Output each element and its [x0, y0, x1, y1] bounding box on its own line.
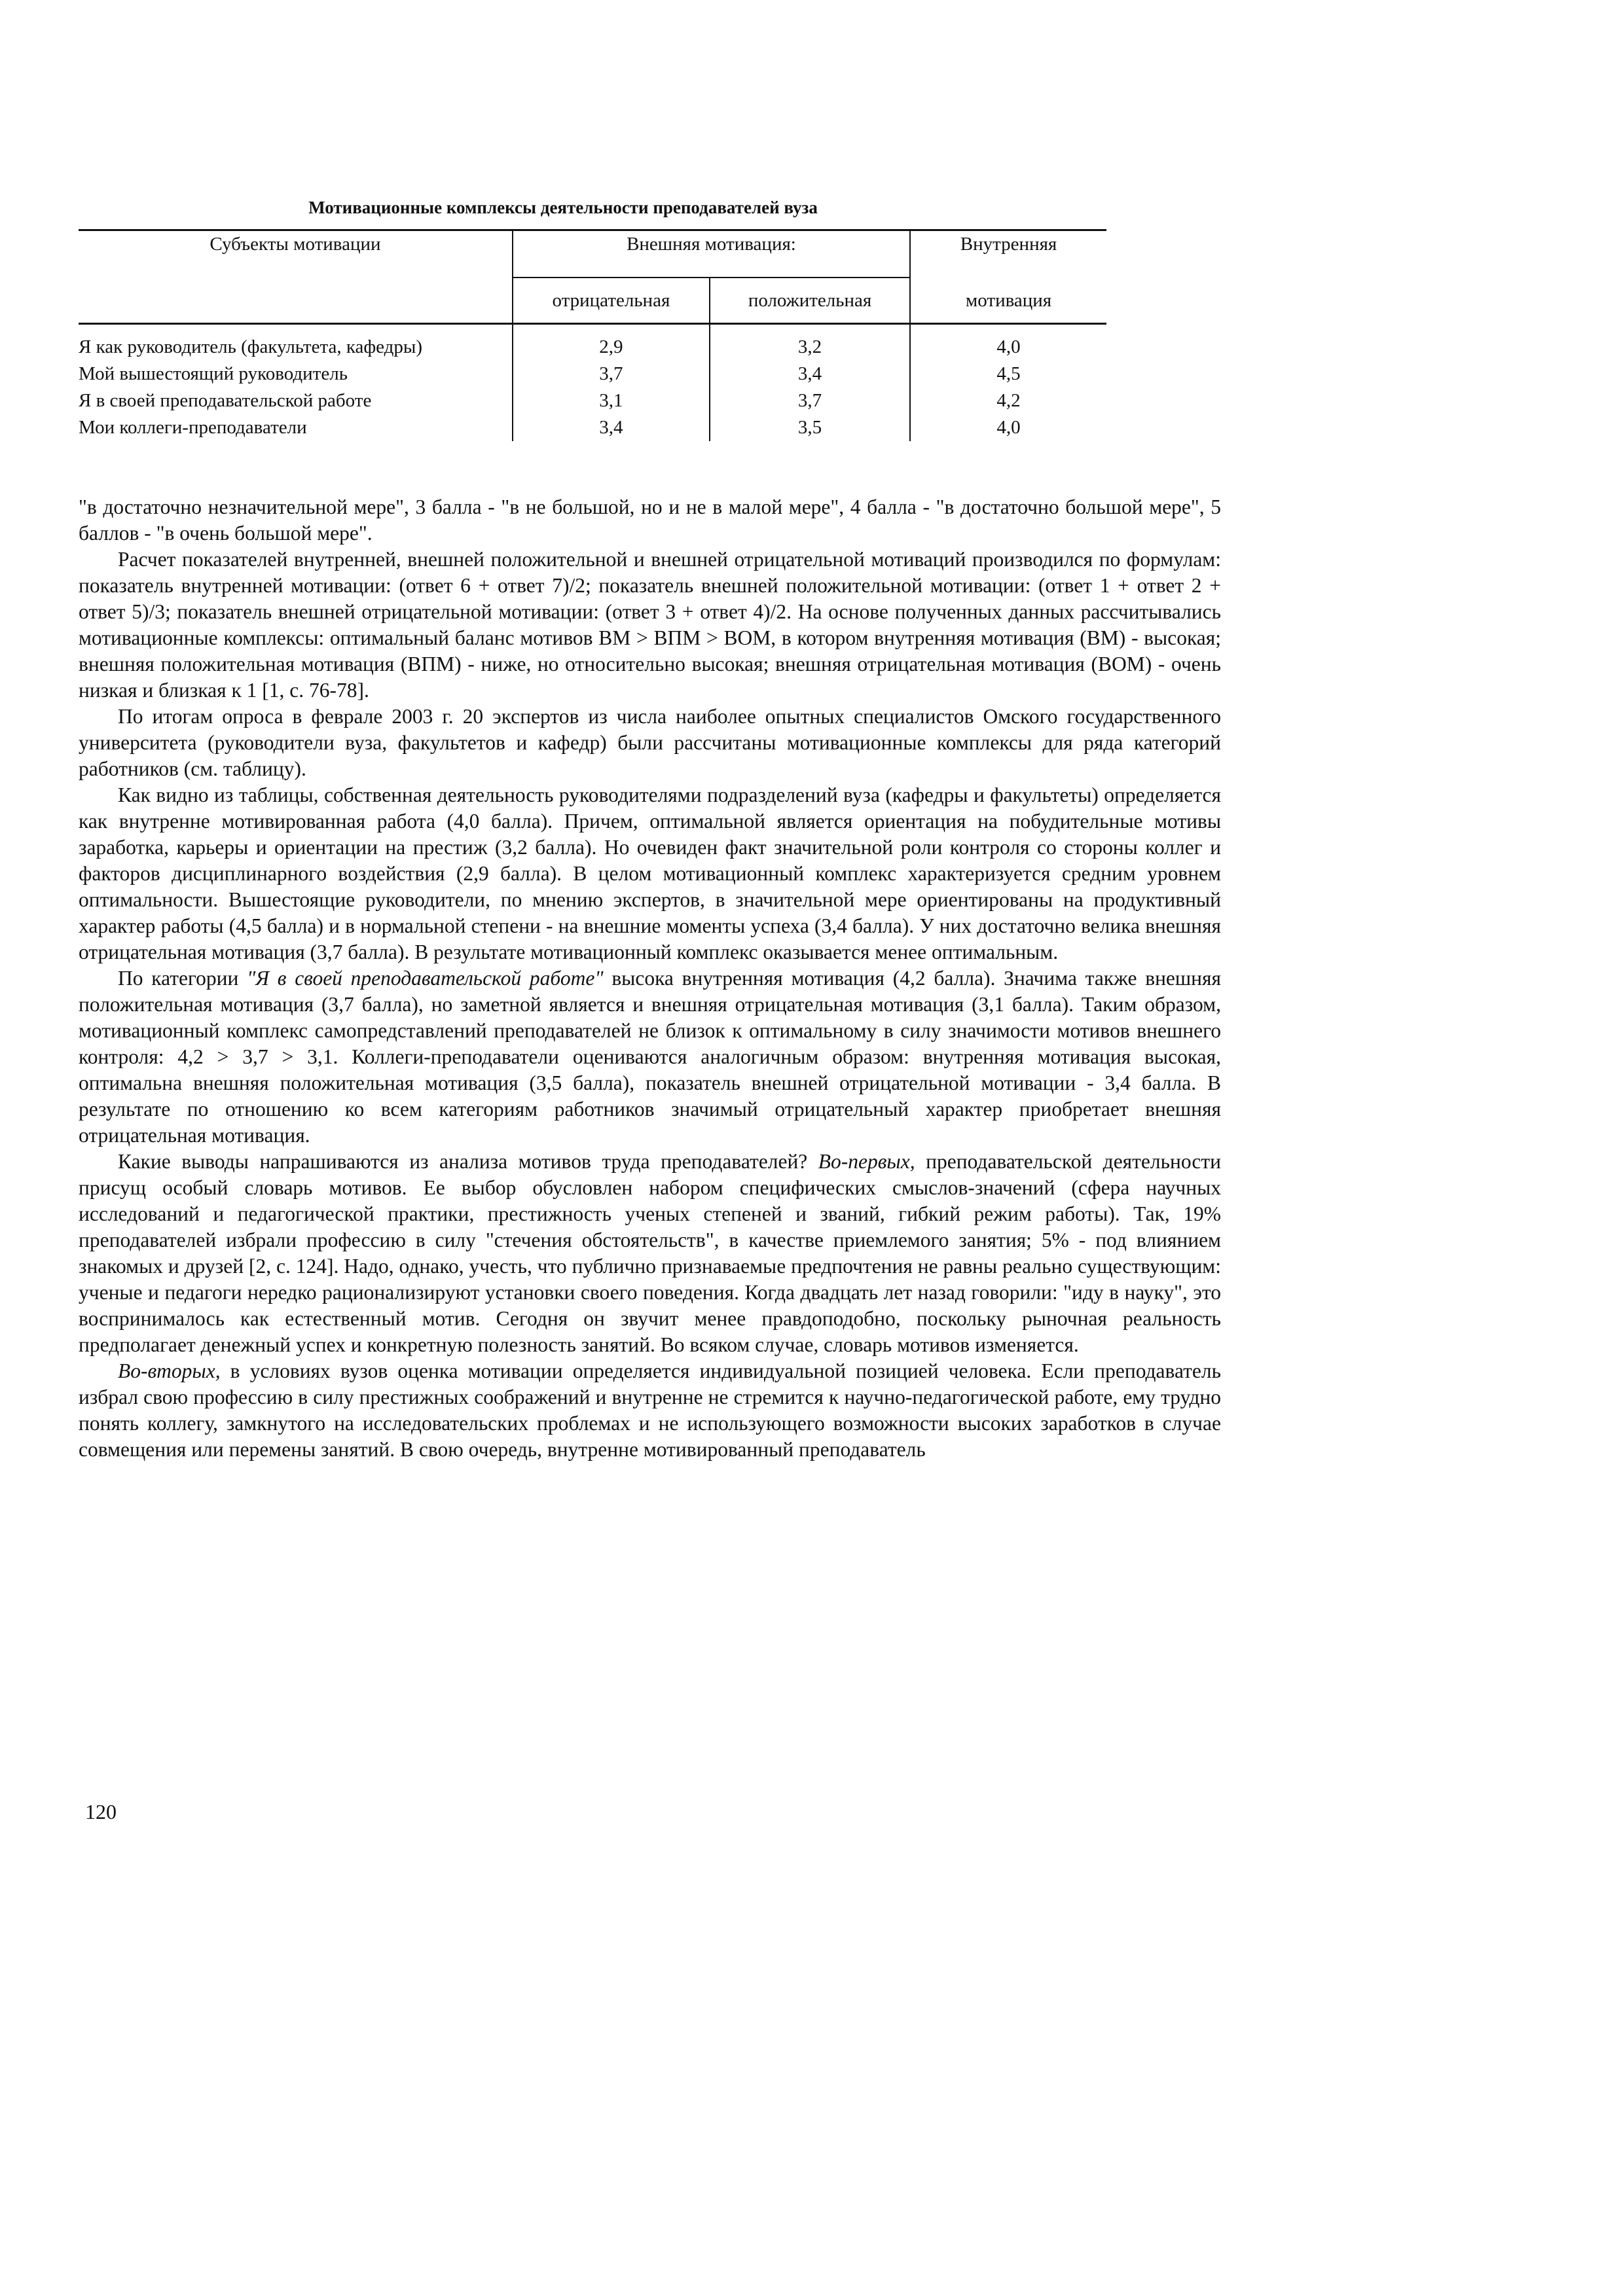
cell-internal: 4,2: [996, 390, 1021, 411]
cell-internal: 4,0: [996, 417, 1021, 438]
page-number: 120: [85, 1800, 117, 1823]
paragraph-part: преподавательской деятельности присущ особый словарь мотивов. Ее выбор обусловлен набором специфических смыслов-значений (сфера научных исследований и педагогической практики, престижность ученых степеней и званий, гибкий режим работы). Так, 19% преподавателей избрали профессию в силу "стечения обстоятельств", в качестве приемлемого занятия; 5% - под влиянием знакомых и друзей [2, с. 124]. Надо, однако, учесть, что публично признаваемые предпочтения не равны реально существующим: ученые и педагоги нередко рационализируют установки своего поведения. Когда двадцать лет назад говорили: "иду в науку", это воспринималось как естественный мотив. Сегодня он звучит менее правдоподобно, поскольку рыночная реальность предполагает денежный успех и конкретную полезность занятий. Во всяком случае, словарь мотивов изменяется.: [79, 1150, 1221, 1356]
paragraph: [79, 1149, 1221, 1358]
cell-subject: Я в своей преподавательской работе: [79, 390, 372, 411]
paragraph: "в достаточно незначительной мере", 3 балла - "в не большой, но и не в малой мере", 4 балла - "в достаточно большой мере", 5 баллов - "в очень большой мере".: [79, 495, 1221, 545]
header-negative: отрицательная: [513, 278, 710, 324]
cell-negative: 3,4: [513, 414, 710, 441]
cell-positive: 3,4: [710, 361, 910, 387]
paragraph-part: Какие выводы напрашиваются из анализа мотивов труда преподавателей?: [118, 1150, 818, 1173]
paragraph-part: в условиях вузов оценка мотивации определяется индивидуальной позицией человека. Если преподаватель избрал свою профессию в силу престижных соображений и внутренне не стремится к научно-педагогической работе, ему трудно понять коллегу, замкнутого на исследовательских проблемах и не использующего возможности высоких заработков в случае совмещения или перемены занятий. В свою очередь, внутренне мотивированный преподаватель: [79, 1359, 1221, 1461]
motivation-table: [79, 229, 1106, 441]
body-text: [79, 494, 1221, 1463]
italic-marker: Во-вторых,: [118, 1359, 221, 1382]
cell-negative: 3,7: [513, 361, 710, 387]
cell-subject: Мои коллеги-преподаватели: [79, 417, 307, 438]
table-row: [79, 324, 1106, 361]
cell-subject: Я как руководитель (факультета, кафедры): [79, 336, 423, 357]
cell-internal: 4,0: [996, 336, 1021, 357]
table-row: [79, 387, 1106, 414]
paragraph: Расчет показателей внутренней, внешней положительной и внешней отрицательной мотиваций производился по формулам: показатель внутренней мотивации: (ответ 6 + ответ 7)/2; показатель внешней положительной мотивации: (ответ 1 + ответ 2 + ответ 5)/3; показатель внешней отрицательной мотивации: (ответ 3 + ответ 4)/2. На основе полученных данных рассчитывались мотивационные комплексы: оптимальный баланс мотивов ВМ > ВПМ > ВОМ, в котором внутренняя мотивация (ВМ) - высокая; внешняя положительная мотивация (ВПМ) - ниже, но относительно высокая; внешняя отрицательная мотивация (ВОМ) - очень низкая и близкая к 1 [1, с. 76-78].: [79, 548, 1221, 702]
cell-subject: Мой вышестоящий руководитель: [79, 363, 348, 384]
header-subjects-cont: [79, 278, 513, 324]
header-subjects: Субъекты мотивации: [79, 230, 513, 278]
italic-quote: "Я в своей преподавательской работе": [247, 967, 604, 990]
cell-positive: 3,7: [710, 387, 910, 414]
paragraph-part: высока внутренняя мотивация (4,2 балла). Значима также внешняя положительная мотивация (3,7 балла), но заметной является и внешняя отрицательная мотивация (3,1 балла). Таким образом, мотивационный комплекс самопредставлений преподавателей не близок к оптимальному в силу значимости мотивов внешнего контроля: 4,2 > 3,7 > 3,1. Коллеги-преподаватели оцениваются аналогичным образом: внутренняя мотивация высокая, оптимальна внешняя положительная мотивация (3,5 балла), показатель внешней отрицательной мотивации - 3,4 балла. В результате по отношению ко всем категориям работников значимый отрицательный характер приобретает внешняя отрицательная мотивация.: [79, 967, 1221, 1147]
header-internal: Внутренняя: [910, 230, 1106, 278]
cell-negative: 2,9: [513, 324, 710, 361]
header-external: Внешняя мотивация:: [513, 230, 910, 278]
paragraph: [79, 965, 1221, 1149]
paragraph: Как видно из таблицы, собственная деятельность руководителями подразделений вуза (кафедры и факультеты) определяется как внутренне мотивированная работа (4,0 балла). Причем, оптимальной является ориентация на побудительные мотивы заработка, карьеры и ориентации на престиж (3,2 балла). Но очевиден факт значительной роли контроля со стороны коллег и факторов дисциплинарного воздействия (2,9 балла). В целом мотивационный комплекс характеризуется средним уровнем оптимальности. Вышестоящие руководители, по мнению экспертов, в значительной мере ориентированы на продуктивный характер работы (4,5 балла) и в нормальной степени - на внешние моменты успеха (3,4 балла). У них достаточно велика внешняя отрицательная мотивация (3,7 балла). В результате мотивационный комплекс оказывается менее оптимальным.: [79, 783, 1221, 963]
cell-positive: 3,5: [710, 414, 910, 441]
paragraph: [79, 1358, 1221, 1463]
italic-marker: Во-первых,: [818, 1150, 915, 1173]
cell-positive: 3,2: [710, 324, 910, 361]
table-row: [79, 361, 1106, 387]
paragraph-part: По категории: [118, 967, 247, 990]
cell-internal: 4,5: [996, 363, 1021, 384]
header-internal-cont: мотивация: [910, 278, 1106, 324]
table-title: Мотивационные комплексы деятельности преподавателей вуза: [308, 198, 818, 217]
header-positive: положительная: [710, 278, 910, 324]
cell-negative: 3,1: [513, 387, 710, 414]
table-row: [79, 414, 1106, 441]
paragraph: По итогам опроса в феврале 2003 г. 20 экспертов из числа наиболее опытных специалистов Омского государственного университета (руководители вуза, факультетов и кафедр) были рассчитаны мотивационные комплексы для ряда категорий работников (см. таблицу).: [79, 705, 1221, 780]
